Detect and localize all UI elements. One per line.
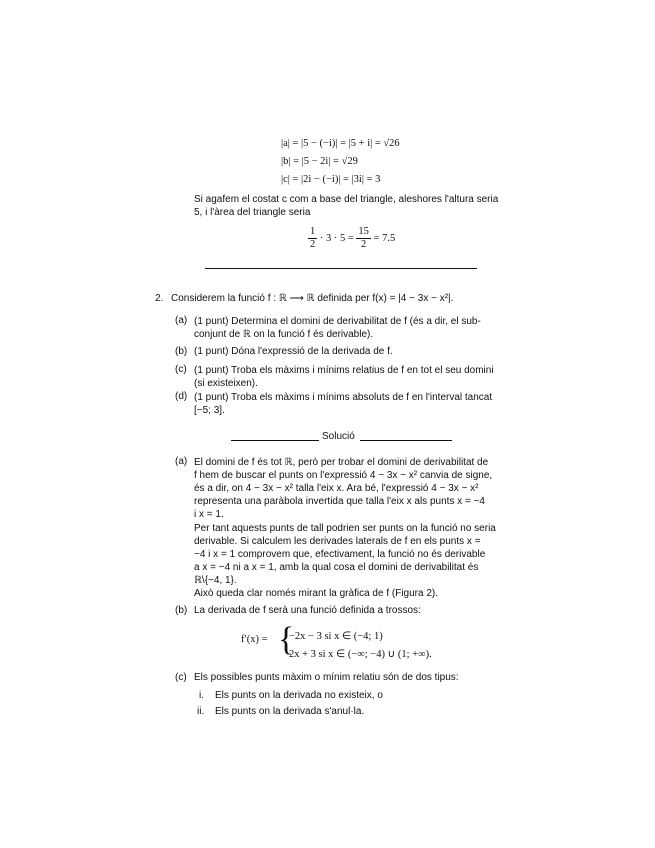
solution-c-text: Els possibles punts màxim o mínim relatiu són de dos tipus: xyxy=(194,672,459,683)
solution-b-label: (b) xyxy=(175,605,188,616)
solution-c-item-label: i. xyxy=(199,690,204,701)
section-divider xyxy=(205,268,477,269)
solution-c-item-label: ii. xyxy=(197,706,205,717)
solution-b-text: La derivada de f serà una funció definida a trossos: xyxy=(194,605,421,616)
piecewise-case-2: 2x + 3 si x ∈ (−∞; −4) ∪ (1; +∞). xyxy=(289,649,432,660)
solution-a-paragraph2 xyxy=(194,522,496,587)
part-c-text xyxy=(194,364,494,390)
solution-a-line: ℝ\{−4, 1}. xyxy=(194,575,237,586)
part-c-line1: (1 punt) Troba els màxims i mínims relatius de f en tot el seu domini xyxy=(194,365,494,376)
part-c-label: (c) xyxy=(175,364,187,375)
part-d-text xyxy=(194,391,492,417)
solution-a-line: i x = 1. xyxy=(194,509,224,520)
part-d-line1: (1 punt) Troba els màxims i mínims absoluts de f en l'interval tancat xyxy=(194,392,493,403)
solution-a-line: f hem de buscar el punts on l'expressió 4 − 3x − x² canvia de signe, xyxy=(194,470,493,481)
part-b-text: (1 punt) Dóna l'expressió de la derivada de f. xyxy=(194,346,393,357)
solution-a-line: El domini de f és tot ℝ, però per trobar el domini de derivabilitat de xyxy=(194,457,489,468)
part-d-line2: [−5; 3]. xyxy=(194,405,225,416)
solution-a-line: −4 i x = 1 comprovem que, efectivament, la funció no és derivable xyxy=(194,549,486,560)
part-a-line2: conjunt de ℝ on la funció f és derivable). xyxy=(194,329,374,340)
solution-c-label: (c) xyxy=(175,672,187,683)
equation-b: |b| = |5 − 2i| = √29 xyxy=(281,156,358,167)
equation-a: |a| = |5 − (−i)| = |5 + i| = √26 xyxy=(281,138,400,149)
solution-a-paragraph1 xyxy=(194,456,492,521)
problem-number: 2. xyxy=(155,293,164,304)
formula-middle: · 3 · 5 = xyxy=(319,233,354,244)
problem-statement: Considerem la funció f : ℝ ⟶ ℝ definida per f(x) = |4 − 3x − x²|. xyxy=(171,293,454,304)
part-c-line2: (si existeixen). xyxy=(194,378,258,389)
solution-heading: Solució xyxy=(322,431,355,442)
part-d-label: (d) xyxy=(175,391,188,402)
formula-result: = 7.5 xyxy=(373,233,396,244)
area-text-line2: 5, i l'àrea del triangle seria xyxy=(194,207,311,218)
solution-a-line: representa una paràbola invertida que talla l'eix x als punts x = −4 xyxy=(194,496,485,507)
part-a-text xyxy=(194,315,481,341)
solution-c-item-text: Els punts on la derivada s'anul·la. xyxy=(215,706,365,717)
part-a-label: (a) xyxy=(175,315,188,326)
solution-a-line: a x = −4 ni a x = 1, amb la qual cosa el domini de derivabilitat és xyxy=(194,562,479,573)
solution-rule-left xyxy=(231,440,319,441)
area-text-line1: Si agafem el costat c com a base del triangle, aleshores l'altura seria xyxy=(194,194,499,205)
area-formula xyxy=(308,226,395,251)
solution-rule-right xyxy=(360,440,452,441)
derivative-lhs: f′(x) = xyxy=(241,634,268,645)
piecewise-brace: { xyxy=(278,621,295,658)
part-a-line1: (1 punt) Determina el domini de derivabilitat de f (és a dir, el sub- xyxy=(194,316,481,327)
solution-a-line: és a dir, on 4 − 3x − x² talla l'eix x. Ara bé, l'expressió 4 − 3x − x² xyxy=(194,483,479,494)
modulus-equations xyxy=(281,135,400,189)
equation-c: |c| = |2i − (−i)| = |3i| = 3 xyxy=(281,174,381,185)
area-paragraph xyxy=(194,193,498,219)
piecewise-case-1: −2x − 3 si x ∈ (−4; 1) xyxy=(289,631,383,642)
piecewise-cases xyxy=(289,628,432,664)
solution-a-label: (a) xyxy=(175,456,188,467)
fraction-half: $\frac{1}{2}$ xyxy=(310,226,316,250)
solution-a-paragraph3: Això queda clar només mirant la gràfica de f (Figura 2). xyxy=(194,588,438,599)
solution-c-item-text: Els punts on la derivada no existeix, o xyxy=(215,690,383,701)
part-b-label: (b) xyxy=(175,346,188,357)
fraction-fifteen-halves: $\frac{15}{2}$ xyxy=(358,226,369,250)
solution-a-line: derivable. Si calculem les derivades laterals de f en els punts x = xyxy=(194,536,481,547)
solution-a-line: Per tant aquests punts de tall podrien ser punts on la funció no seria xyxy=(194,523,496,534)
